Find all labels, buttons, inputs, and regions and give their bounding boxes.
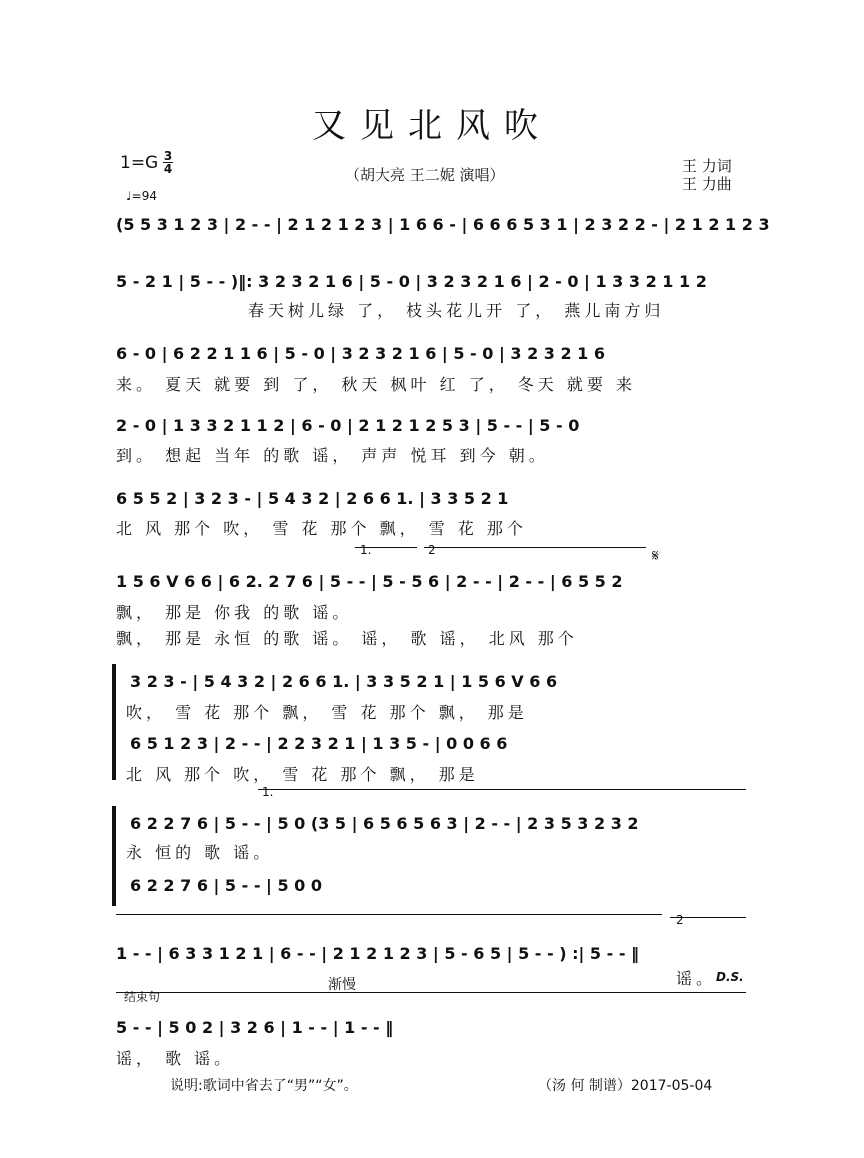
system-4-notes: 2 - 0 | 1 3 3 2 1 1 2 | 6 - 0 | 2 1 2 1 2 5 3 | 5 - - | 5 - 0 [116, 416, 580, 435]
system-2-notes: 5 - 2 1 | 5 - - )‖: 3 2 3 2 1 6 | 5 - 0 | 3 2 3 2 1 6 | 2 - 0 | 1 3 3 2 1 1 2 [116, 272, 707, 291]
ds-mark: D.S. [716, 970, 744, 984]
footer-credit: （汤 何 制谱）2017-05-04 [538, 1078, 713, 1094]
coda-rule [116, 992, 746, 993]
system-6-notes: 1 5 6 V 6 6 | 6 2. 2 7 6 | 5 - - | 5 - 5 6 | 2 - - | 2 - - | 6 5 5 2 [116, 572, 623, 591]
part-brace-b [112, 806, 122, 906]
page-title: 又见北风吹 [312, 106, 552, 146]
system-10-notes: 6 2 2 7 6 | 5 - - | 5 0 0 [130, 876, 323, 895]
footer-note: 说明:歌词中省去了“男”“女”。 [170, 1078, 358, 1094]
system-3-notes: 6 - 0 | 6 2 2 1 1 6 | 5 - 0 | 3 2 3 2 1 6 | 5 - 0 | 3 2 3 2 1 6 [116, 344, 606, 363]
system-2-lyrics: 春天树儿绿 了， 枝头花儿开 了， 燕儿南方归 [248, 301, 665, 320]
system-7-notes: 3 2 3 - | 5 4 3 2 | 2 6 6 1. | 3 3 5 2 1 | 1 5 6 V 6 6 [130, 672, 558, 691]
system-1-notes: (5 5 3 1 2 3 | 2 - - | 2 1 2 1 2 3 | 1 6 6 - | 6 6 6 5 3 1 | 2 3 2 2 - | 2 1 2 1 2 3 [116, 215, 770, 234]
system-7-lyrics: 吹， 雪 花 那个 飘， 雪 花 那个 飘， 那是 [126, 703, 528, 722]
segno-icon: 𝄋 [652, 546, 659, 565]
time-signature [163, 150, 173, 175]
volta-1-bracket [355, 547, 417, 548]
system-11-lyrics: 谣。 [676, 969, 717, 988]
system-6-lyrics-verse1: 飘， 那是 你我 的歌 谣。 [116, 603, 353, 622]
system-5-lyrics: 北 风 那个 吹， 雪 花 那个 飘， 雪 花 那个 [116, 519, 527, 538]
volta-1-label-b: 1. [262, 785, 274, 799]
volta-2-label-b: 2 [676, 913, 684, 927]
system-11-notes: 1 - - | 6 3 3 1 2 1 | 6 - - | 2 1 2 1 2 3 | 5 - 6 5 | 5 - - ) :| 5 - - ‖ [116, 944, 640, 963]
system-9-notes: 6 2 2 7 6 | 5 - - | 5 0 (3 5 | 6 5 6 5 6 3 | 2 - - | 2 3 5 3 2 3 2 [130, 814, 639, 833]
coda-label: 结束句 [124, 990, 161, 1004]
composer-credit: 王 力曲 [682, 175, 732, 193]
volta-1-label: 1. [360, 543, 372, 557]
system-8-lyrics: 北 风 那个 吹， 雪 花 那个 飘， 那是 [126, 765, 479, 784]
system-12-notes: 5 - - | 5 0 2 | 3 2 6 | 1 - - | 1 - - ‖ [116, 1018, 394, 1037]
volta-2-bracket-b [670, 917, 746, 918]
time-sig-bottom: 4 [163, 162, 173, 176]
lyricist-credit: 王 力词 [682, 157, 732, 175]
system-5-notes: 6 5 5 2 | 3 2 3 - | 5 4 3 2 | 2 6 6 1. | 3 3 5 2 1 [116, 489, 509, 508]
volta-1-bracket-b [258, 789, 746, 790]
key-signature: 1=G [120, 153, 159, 173]
system-3-lyrics: 来。 夏天 就要 到 了， 秋天 枫叶 红 了， 冬天 就要 来 [116, 375, 636, 394]
volta-rule [116, 914, 662, 915]
system-9-lyrics: 永 恒的 歌 谣。 [126, 843, 274, 862]
part-brace [112, 664, 122, 780]
tempo-marking: ♩=94 [126, 189, 157, 203]
system-6-lyrics-verse2: 飘， 那是 永恒 的歌 谣。 谣， 歌 谣， 北风 那个 [116, 629, 578, 648]
volta-2-bracket [424, 547, 646, 548]
system-4-lyrics: 到。 想起 当年 的歌 谣， 声声 悦耳 到今 朝。 [116, 446, 549, 465]
ritardando-mark: 渐慢 [328, 977, 356, 993]
volta-2-label: 2 [428, 543, 436, 557]
system-8-notes: 6 5 1 2 3 | 2 - - | 2 2 3 2 1 | 1 3 5 - | 0 0 6 6 [130, 734, 508, 753]
singers-credit: （胡大亮 王二妮 演唱） [345, 166, 505, 184]
time-sig-top: 3 [163, 149, 173, 163]
system-12-lyrics: 谣， 歌 谣。 [116, 1049, 235, 1068]
